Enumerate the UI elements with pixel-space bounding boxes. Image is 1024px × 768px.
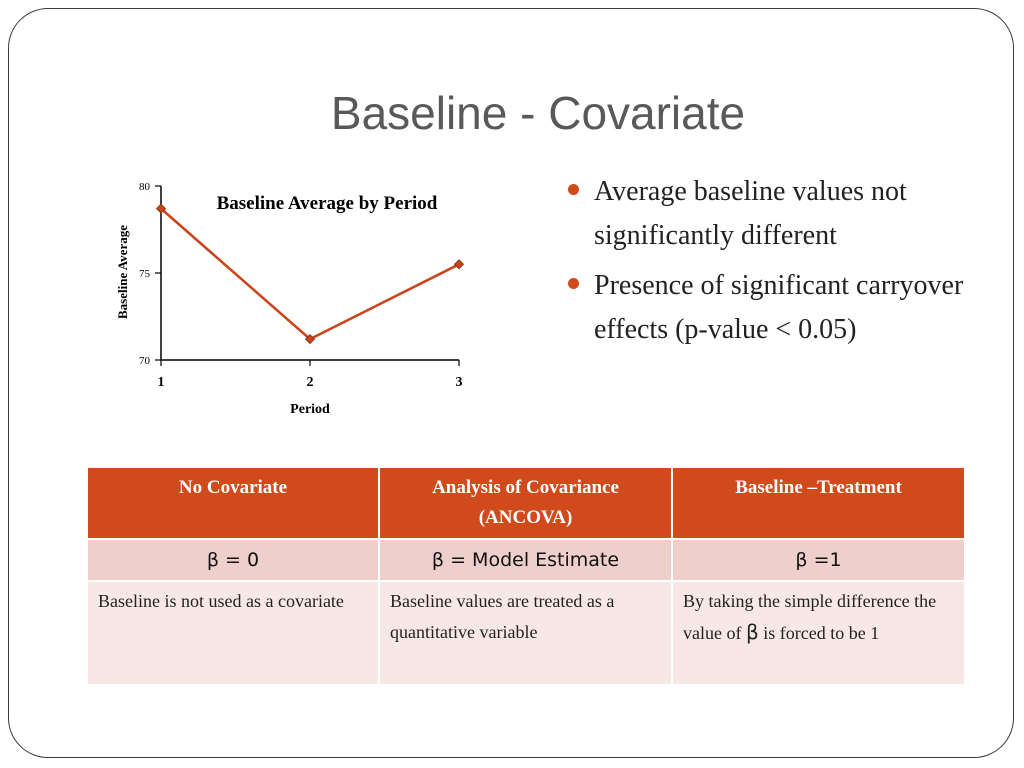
table-cell: Baseline values are treated as a quantitative variable xyxy=(379,581,672,685)
table-cell: β =1 xyxy=(672,539,965,581)
bullet-item xyxy=(566,170,986,258)
y-axis-label: Baseline Average xyxy=(115,225,130,319)
table-row-description xyxy=(87,581,965,685)
y-tick-label: 80 xyxy=(139,181,150,193)
bullet-dot-icon xyxy=(568,278,579,289)
bullet-list xyxy=(566,170,986,358)
x-axis-label: Period xyxy=(290,402,330,417)
bullet-text: Presence of significant carryover effects (p-value < 0.05) xyxy=(594,270,964,345)
y-tick-label: 75 xyxy=(139,268,150,280)
data-point-marker xyxy=(455,260,464,269)
x-tick-label: 3 xyxy=(455,375,463,390)
bullet-item xyxy=(566,264,986,352)
cell-text: By taking the simple difference the value of xyxy=(683,591,937,643)
y-tick-label: 70 xyxy=(139,355,150,367)
bullet-text: Average baseline values not significantly different xyxy=(594,176,907,251)
bullet-dot-icon xyxy=(568,184,579,195)
table-cell: β = 0 xyxy=(87,539,379,581)
table-header-row xyxy=(87,467,965,539)
beta-symbol: β xyxy=(745,620,759,644)
table-header-cell: Baseline –Treatment xyxy=(672,467,965,539)
x-tick-label: 1 xyxy=(157,375,165,390)
comparison-table xyxy=(86,466,966,686)
table-cell xyxy=(672,581,965,685)
line-chart xyxy=(0,0,480,430)
table-header-cell: No Covariate xyxy=(87,467,379,539)
slide-title: Baseline - Covariate xyxy=(330,87,746,139)
table-header-cell: Analysis of Covariance (ANCOVA) xyxy=(379,467,672,539)
table-row-beta xyxy=(87,539,965,581)
x-tick-label: 2 xyxy=(306,375,314,390)
series-line xyxy=(161,209,459,340)
cell-text: is forced to be 1 xyxy=(758,623,880,643)
table-cell: Baseline is not used as a covariate xyxy=(87,581,379,685)
table-cell: β = Model Estimate xyxy=(379,539,672,581)
chart-title: Baseline Average by Period xyxy=(216,193,438,214)
